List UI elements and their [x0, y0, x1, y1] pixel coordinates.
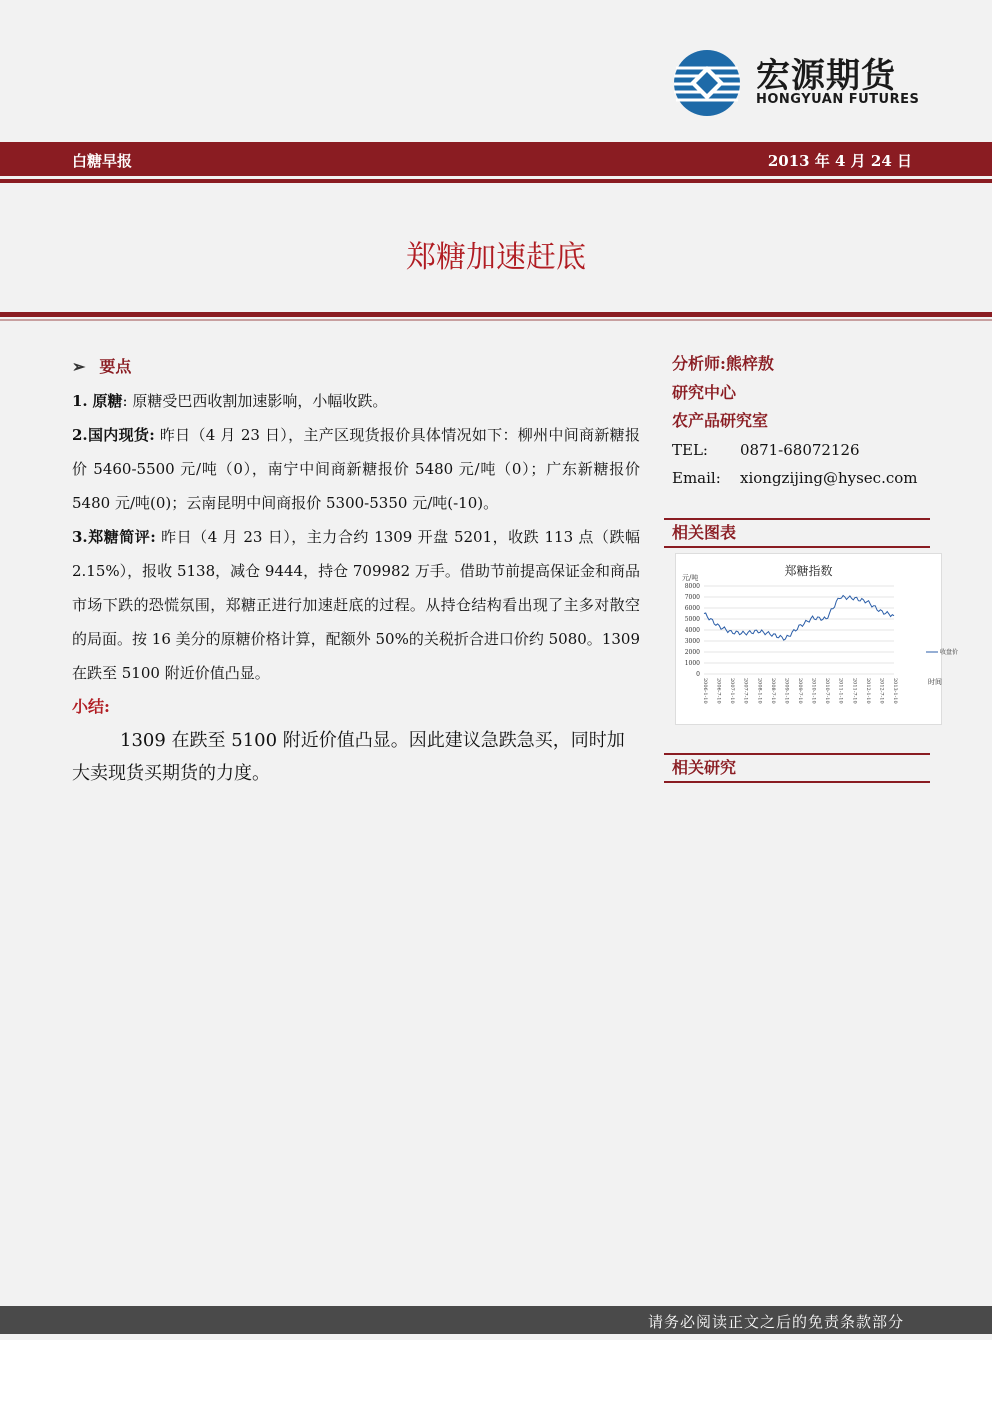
- chart-title: 郑糖指数: [784, 564, 833, 578]
- x-tick-label: 2012-1-10: [864, 678, 871, 704]
- y-tick-label: 3000: [684, 638, 700, 645]
- main-content: [72, 350, 640, 790]
- y-tick-label: 6000: [684, 605, 700, 612]
- chart-svg: [676, 554, 959, 724]
- disclaimer-note: 请务必阅读正文之后的免责条款部分: [647, 1313, 904, 1331]
- x-tick-label: 2006-1-10: [702, 678, 708, 704]
- y-tick-label: 2000: [684, 649, 700, 656]
- x-tick-label: 2010-1-10: [810, 678, 817, 704]
- related-charts-heading: 相关图表: [664, 518, 930, 548]
- x-axis-label: 时间: [928, 678, 942, 686]
- y-axis-label: 元/吨: [682, 574, 699, 582]
- x-tick-label: 2008-1-10: [756, 678, 763, 704]
- report-type: 白糖早报: [72, 152, 133, 170]
- related-research-heading: 相关研究: [664, 753, 930, 783]
- email-row: Email: xiongzijing@hysec.com: [672, 469, 918, 487]
- header-band-rule: [0, 179, 992, 183]
- y-tick-label: 8000: [684, 583, 700, 590]
- x-tick-label: 2008-7-10: [769, 678, 776, 704]
- y-tick-label: 1000: [684, 660, 700, 667]
- x-tick-label: 2011-7-10: [851, 678, 858, 704]
- x-tick-label: 2007-1-10: [729, 678, 736, 704]
- x-tick-label: 2006-7-10: [715, 678, 722, 704]
- y-tick-label: 7000: [684, 594, 700, 601]
- x-tick-label: 2011-1-10: [837, 678, 844, 704]
- research-center: 研究中心: [672, 382, 737, 402]
- arrow-bullet-icon: ➢: [72, 357, 86, 376]
- legend-label: 收盘价: [940, 649, 959, 656]
- analyst-name: 分析师:熊梓敖: [672, 354, 774, 373]
- x-tick-label: 2007-7-10: [742, 678, 749, 704]
- department: 农产品研究室: [672, 411, 769, 430]
- summary-text: 1309 在跌至 5100 附近价值凸显。因此建议急跌急买，同时加大卖现货买期货的力度。: [72, 730, 625, 784]
- x-tick-label: 2010-7-10: [824, 678, 831, 704]
- y-tick-label: 0: [696, 671, 700, 678]
- brand-name-en: HONGYUAN FUTURES: [756, 92, 920, 107]
- hongyuan-logo-icon: [672, 48, 742, 118]
- sugar-index-chart: [675, 553, 959, 725]
- x-tick-label: 2012-7-10: [878, 678, 885, 704]
- keypoints-heading: ➢ 要点: [72, 357, 132, 376]
- item-domestic-spot: 2.国内现货: 昨日（4 月 23 日），主产区现货报价具体情况如下：柳州中间商新糖报价 5460-5500 元/吨（0），南宁中间商新糖报价 5480 元/吨（0）；广东新糖报价 5480 元/吨(0)；云南昆明中间商报价 5300-5350 元/吨(-10)。: [72, 426, 640, 512]
- page-title: 郑糖加速赶底: [406, 240, 586, 275]
- y-tick-label: 5000: [684, 616, 700, 623]
- x-tick-label: 2009-1-10: [783, 678, 790, 704]
- analyst-sidebar: [672, 350, 932, 493]
- series-line-close: [704, 596, 894, 641]
- x-tick-label: 2013-1-10: [892, 678, 898, 704]
- item-zhengzhou-review: 3.郑糖简评: 昨日（4 月 23 日），主力合约 1309 开盘 5201，收跌 113 点（跌幅 2.15%），报收 5138，减仓 9444，持仓 709982 万手。借助节前提高保证金和商品市场下跌的恐慌氛围，郑糖正进行加速赶底的过程。从持仓结构看出现了主多对散空的局面。按 16 美分的原糖价格计算，配额外 50%的关税折合进口价约 5080。1309 在跌至 5100 附近价值凸显。: [72, 528, 640, 682]
- report-date: 2013 年 4 月 24 日: [767, 152, 912, 170]
- email-link[interactable]: xiongzijing@hysec.com: [740, 469, 918, 487]
- brand-name-cn: 宏源期货: [756, 56, 896, 96]
- title-rule-thin: [0, 319, 992, 321]
- item-raw-sugar: 1. 原糖: 原糖受巴西收割加速影响，小幅收跌。: [72, 392, 388, 410]
- summary-heading: 小结:: [72, 697, 110, 716]
- tel-row: TEL: 0871-68072126: [672, 440, 860, 459]
- y-tick-label: 4000: [684, 627, 700, 634]
- x-tick-label: 2009-7-10: [797, 678, 803, 704]
- title-rule: [0, 312, 992, 317]
- tel-value: 0871-68072126: [740, 440, 860, 459]
